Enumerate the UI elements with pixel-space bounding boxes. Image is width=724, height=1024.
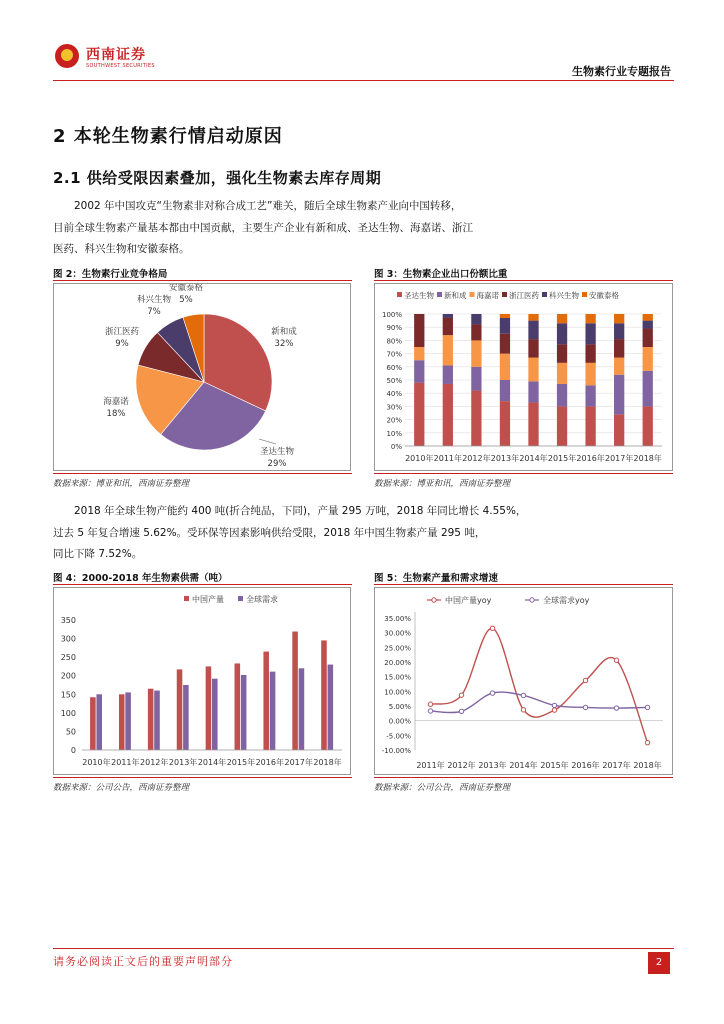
legend-label: 安徽泰格 bbox=[589, 291, 619, 300]
stacked-bar-segment bbox=[614, 358, 624, 375]
x-tick-label: 2010年 bbox=[82, 758, 111, 767]
stacked-bar-segment bbox=[614, 414, 624, 446]
bar bbox=[299, 668, 305, 750]
stacked-bar-segment bbox=[643, 347, 653, 371]
line-point bbox=[521, 693, 525, 697]
line-point bbox=[490, 691, 494, 695]
pie-value-label: 29% bbox=[267, 459, 287, 469]
stacked-bar-segment bbox=[443, 335, 453, 365]
bar bbox=[328, 665, 334, 750]
stacked-bar-segment bbox=[443, 365, 453, 383]
fig3-chart bbox=[374, 283, 673, 471]
stacked-bar-segment bbox=[585, 406, 595, 446]
legend-swatch bbox=[437, 292, 442, 297]
company-name: 西南证券 bbox=[86, 47, 146, 63]
line-point bbox=[490, 626, 494, 630]
x-tick-label: 2011年 bbox=[433, 454, 463, 463]
section-title: 2 本轮生物素行情启动原因 bbox=[53, 126, 283, 147]
stacked-bar-segment bbox=[471, 340, 481, 366]
paragraph-2 bbox=[53, 501, 553, 566]
line-point bbox=[583, 678, 587, 682]
paragraph-2-line: 过去 5 年复合增速 5.62%。受环保等因素影响供给受限，2018 年中国生物素产量 295 吨， bbox=[53, 526, 486, 539]
fig2-bottom-rule bbox=[53, 473, 352, 474]
legend-label: 中国产量yoy bbox=[445, 596, 492, 605]
fig4-chart bbox=[53, 587, 351, 775]
legend-swatch bbox=[542, 292, 547, 297]
stacked-bar-segment bbox=[643, 314, 653, 321]
legend-label: 科兴生物 bbox=[549, 291, 579, 300]
x-tick-label: 2012年 bbox=[447, 761, 476, 770]
x-tick-label: 2013年 bbox=[490, 454, 520, 463]
bar bbox=[177, 669, 183, 750]
y-tick-label: 300 bbox=[60, 634, 76, 644]
stacked-bar-segment bbox=[614, 323, 624, 339]
legend-swatch bbox=[184, 596, 189, 601]
x-tick-label: 2013年 bbox=[168, 758, 198, 767]
series-line bbox=[431, 628, 648, 742]
y-tick-label: 30.00% bbox=[384, 629, 411, 638]
x-tick-label: 2014年 bbox=[509, 761, 538, 770]
stacked-bar-segment bbox=[557, 406, 567, 446]
legend-label: 圣达生物 bbox=[404, 291, 434, 300]
y-tick-label: 100 bbox=[60, 708, 76, 718]
paragraph-1-line: 2002 年中国攻克“生物素非对称合成工艺”难关，随后全球生物素产业向中国转移， bbox=[74, 200, 462, 212]
bar bbox=[90, 697, 96, 750]
x-tick-label: 2016年 bbox=[576, 454, 605, 463]
report-title: 生物素行业专题报告 bbox=[572, 65, 671, 78]
fig5-title: 图 5：生物素产量和需求增速 bbox=[374, 573, 498, 584]
stacked-bar-segment bbox=[500, 318, 510, 334]
legend-label: 海嘉诺 bbox=[476, 291, 499, 300]
y-tick-label: 60% bbox=[386, 363, 402, 372]
fig3-title: 图 3：生物素企业出口份额比重 bbox=[374, 269, 508, 280]
bar bbox=[321, 640, 327, 750]
stacked-bar-segment bbox=[643, 371, 653, 407]
stacked-bar-segment bbox=[500, 314, 510, 318]
fig3-source: 数据来源：博亚和讯，西南证券整理 bbox=[374, 479, 511, 489]
bar bbox=[96, 694, 102, 750]
stacked-bar-segment bbox=[471, 314, 481, 325]
pie-value-label: 32% bbox=[274, 339, 294, 349]
stacked-bar-segment bbox=[443, 318, 453, 335]
pie-value-label: 7% bbox=[147, 307, 161, 317]
stacked-bar-chart bbox=[375, 284, 672, 470]
legend-marker bbox=[432, 598, 436, 602]
stacked-bar-segment bbox=[643, 406, 653, 446]
y-tick-label: 50 bbox=[65, 727, 76, 737]
stacked-bar-segment bbox=[471, 391, 481, 446]
y-tick-label: 35.00% bbox=[384, 615, 411, 623]
x-tick-label: 2015年 bbox=[226, 758, 256, 767]
grouped-bar-chart bbox=[54, 588, 350, 774]
stacked-bar-segment bbox=[643, 329, 653, 347]
stacked-bar-segment bbox=[528, 314, 538, 321]
paragraph-1 bbox=[53, 196, 553, 261]
stacked-bar-segment bbox=[500, 354, 510, 380]
y-tick-label: 30% bbox=[386, 403, 402, 412]
line-point bbox=[459, 709, 463, 713]
footer-divider bbox=[53, 948, 674, 949]
y-tick-label: -10.00% bbox=[381, 747, 411, 755]
pie-label: 安徽泰格 bbox=[168, 284, 204, 293]
company-logo bbox=[55, 44, 79, 68]
line-point bbox=[614, 658, 618, 662]
y-tick-label: 200 bbox=[60, 671, 76, 681]
stacked-bar-segment bbox=[614, 314, 624, 323]
legend-label: 全球需求 bbox=[246, 595, 278, 604]
stacked-bar-segment bbox=[585, 385, 595, 406]
x-tick-label: 2017年 bbox=[284, 758, 313, 767]
stacked-bar-segment bbox=[643, 321, 653, 329]
stacked-bar-segment bbox=[414, 347, 424, 360]
y-tick-label: 20.00% bbox=[384, 659, 411, 667]
y-tick-label: 0% bbox=[390, 443, 402, 451]
fig4-title: 图 4：2000-2018 年生物素供需（吨） bbox=[53, 573, 228, 584]
bar bbox=[235, 663, 241, 750]
x-tick-label: 2012年 bbox=[140, 758, 169, 767]
y-tick-label: 5.00% bbox=[388, 703, 411, 711]
y-tick-label: 70% bbox=[386, 350, 402, 359]
stacked-bar-segment bbox=[528, 402, 538, 446]
legend-swatch bbox=[582, 292, 587, 297]
stacked-bar-segment bbox=[528, 381, 538, 402]
bar bbox=[263, 652, 269, 750]
stacked-bar-segment bbox=[500, 380, 510, 401]
stacked-bar-segment bbox=[585, 363, 595, 385]
y-tick-label: 15.00% bbox=[384, 673, 411, 682]
x-tick-label: 2018年 bbox=[313, 758, 342, 767]
fig5-chart bbox=[374, 587, 673, 775]
bar bbox=[154, 691, 160, 750]
paragraph-1-line: 目前全球生物素产量基本都由中国贡献，主要生产企业有新和成、圣达生物、海嘉诺、浙江 bbox=[53, 221, 473, 234]
legend-swatch bbox=[502, 292, 507, 297]
fig5-bottom-rule bbox=[374, 777, 673, 778]
fig5-rule bbox=[374, 584, 673, 585]
x-tick-label: 2016年 bbox=[571, 761, 600, 770]
y-tick-label: 0 bbox=[70, 746, 76, 755]
pie-value-label: 5% bbox=[179, 295, 193, 305]
y-tick-label: 350 bbox=[60, 616, 76, 625]
x-tick-label: 2018年 bbox=[633, 761, 662, 770]
bar bbox=[206, 666, 212, 750]
stacked-bar-segment bbox=[414, 383, 424, 446]
y-tick-label: 150 bbox=[60, 690, 76, 700]
line-point bbox=[614, 706, 618, 710]
x-tick-label: 2017年 bbox=[602, 761, 631, 770]
bar bbox=[148, 689, 154, 750]
fig4-bottom-rule bbox=[53, 777, 352, 778]
legend-swatch bbox=[397, 292, 402, 297]
footer-disclaimer: 请务必阅读正文后的重要声明部分 bbox=[53, 955, 233, 968]
x-tick-label: 2014年 bbox=[519, 454, 548, 463]
pie-leader-line bbox=[259, 439, 276, 444]
section-subtitle: 2.1 供给受限因素叠加，强化生物素去库存周期 bbox=[53, 169, 382, 187]
company-name-en: SOUTHWEST SECURITIES bbox=[86, 63, 155, 69]
y-tick-label: 10.00% bbox=[384, 688, 411, 697]
pie-chart bbox=[54, 284, 350, 470]
stacked-bar-segment bbox=[557, 363, 567, 384]
line-point bbox=[521, 708, 525, 712]
stacked-bar-segment bbox=[557, 314, 567, 323]
legend-label: 中国产量 bbox=[192, 595, 224, 604]
line-point bbox=[428, 709, 432, 713]
line-point bbox=[552, 703, 556, 707]
bar bbox=[183, 685, 189, 750]
legend-label: 全球需求yoy bbox=[543, 596, 590, 605]
paragraph-1-line: 医药、科兴生物和安徽泰格。 bbox=[53, 243, 190, 255]
fig3-bottom-rule bbox=[374, 473, 673, 474]
stacked-bar-segment bbox=[528, 339, 538, 357]
stacked-bar-segment bbox=[614, 375, 624, 415]
y-tick-label: 10% bbox=[386, 429, 402, 438]
fig2-chart bbox=[53, 283, 351, 471]
paragraph-2-line: 2018 年全球生物产能约 400 吨(折合纯品，下同)，产量 295 万吨，2018 年同比增长 4.55%， bbox=[74, 505, 527, 517]
legend-label: 新和成 bbox=[444, 291, 467, 300]
x-tick-label: 2013年 bbox=[478, 761, 507, 770]
x-tick-label: 2014年 bbox=[197, 758, 227, 767]
stacked-bar-segment bbox=[471, 325, 481, 341]
fig2-rule bbox=[53, 280, 352, 281]
y-tick-label: 250 bbox=[60, 653, 76, 663]
stacked-bar-segment bbox=[557, 384, 567, 406]
y-tick-label: 50% bbox=[386, 377, 402, 385]
line-point bbox=[583, 705, 587, 709]
pie-label: 圣达生物 bbox=[259, 447, 295, 457]
pie-label: 浙江医药 bbox=[104, 327, 140, 337]
stacked-bar-segment bbox=[557, 344, 567, 362]
bar bbox=[241, 675, 247, 750]
paragraph-2-line: 同比下降 7.52%。 bbox=[53, 548, 143, 560]
x-tick-label: 2016年 bbox=[255, 758, 284, 767]
fig2-title: 图 2：生物素行业竞争格局 bbox=[53, 269, 168, 280]
stacked-bar-segment bbox=[528, 358, 538, 382]
x-tick-label: 2011年 bbox=[111, 758, 140, 767]
pie-label: 科兴生物 bbox=[136, 295, 172, 305]
stacked-bar-segment bbox=[414, 314, 424, 347]
stacked-bar-segment bbox=[443, 314, 453, 318]
pie-value-label: 9% bbox=[115, 339, 129, 349]
header-divider bbox=[53, 80, 674, 81]
line-point bbox=[552, 708, 556, 712]
y-tick-label: 0.00% bbox=[388, 717, 411, 726]
fig4-source: 数据来源：公司公告，西南证券整理 bbox=[53, 783, 190, 793]
line-point bbox=[645, 740, 649, 744]
y-tick-label: 90% bbox=[386, 324, 402, 333]
line-point bbox=[459, 693, 463, 697]
legend-marker bbox=[530, 598, 534, 602]
bar bbox=[212, 679, 218, 750]
fig5-source: 数据来源：公司公告，西南证券整理 bbox=[374, 783, 511, 793]
stacked-bar-segment bbox=[585, 314, 595, 323]
pie-value-label: 18% bbox=[106, 409, 126, 419]
stacked-bar-segment bbox=[557, 323, 567, 344]
x-tick-label: 2015年 bbox=[540, 761, 569, 770]
bar bbox=[292, 632, 298, 750]
stacked-bar-segment bbox=[414, 360, 424, 382]
fig2-source: 数据来源：博亚和讯，西南证券整理 bbox=[53, 479, 190, 489]
legend-swatch bbox=[470, 292, 475, 297]
y-tick-label: 20% bbox=[386, 416, 402, 425]
y-tick-label: -5.00% bbox=[386, 732, 411, 741]
legend-swatch bbox=[238, 596, 243, 601]
bar bbox=[125, 692, 131, 750]
line-chart bbox=[375, 588, 672, 774]
stacked-bar-segment bbox=[585, 323, 595, 344]
stacked-bar-segment bbox=[585, 344, 595, 362]
pie-label: 海嘉诺 bbox=[103, 397, 129, 407]
page-number: 2 bbox=[648, 952, 670, 974]
y-tick-label: 25.00% bbox=[384, 644, 411, 653]
line-point bbox=[428, 702, 432, 706]
bar bbox=[270, 672, 276, 750]
stacked-bar-segment bbox=[500, 334, 510, 354]
line-point bbox=[645, 705, 649, 709]
stacked-bar-segment bbox=[500, 401, 510, 446]
x-tick-label: 2012年 bbox=[462, 454, 491, 463]
y-tick-label: 80% bbox=[386, 337, 402, 346]
x-tick-label: 2018年 bbox=[633, 454, 662, 463]
fig3-rule bbox=[374, 280, 673, 281]
x-tick-label: 2015年 bbox=[547, 454, 577, 463]
x-tick-label: 2017年 bbox=[604, 454, 634, 463]
fig4-rule bbox=[53, 584, 352, 585]
stacked-bar-segment bbox=[528, 321, 538, 339]
y-tick-label: 40% bbox=[386, 390, 402, 399]
legend-label: 浙江医药 bbox=[509, 291, 539, 300]
pie-label: 新和成 bbox=[271, 327, 297, 337]
stacked-bar-segment bbox=[443, 384, 453, 446]
x-tick-label: 2010年 bbox=[405, 454, 434, 463]
y-tick-label: 100% bbox=[381, 311, 402, 319]
x-tick-label: 2011年 bbox=[416, 761, 445, 770]
stacked-bar-segment bbox=[471, 367, 481, 391]
stacked-bar-segment bbox=[614, 339, 624, 357]
bar bbox=[119, 694, 125, 750]
